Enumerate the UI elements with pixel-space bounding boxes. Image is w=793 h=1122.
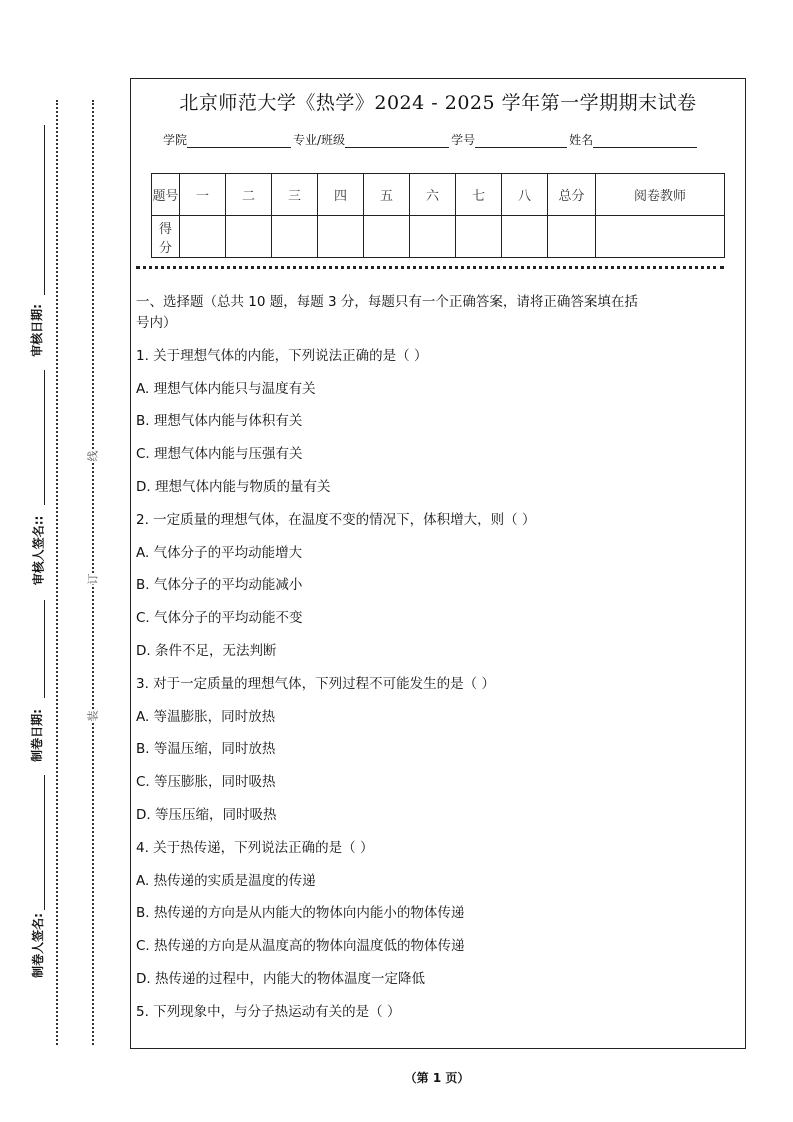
option: A. 气体分子的平均动能增大 xyxy=(136,544,303,561)
score-cell[interactable] xyxy=(180,216,226,258)
row-label-score: 得分 xyxy=(152,216,180,258)
header-cell-total: 总分 xyxy=(548,174,596,216)
major-label: 专业/班级 xyxy=(293,133,346,147)
option: D. 热传递的过程中，内能大的物体温度一定降低 xyxy=(136,970,425,987)
option: D. 理想气体内能与物质的量有关 xyxy=(136,478,331,495)
section-heading: 一、选择题（总共 10 题，每题 3 分，每题只有一个正确答案，请将正确答案填在括 xyxy=(136,294,638,310)
option: B. 理想气体内能与体积有关 xyxy=(136,413,303,430)
college-field[interactable] xyxy=(187,133,291,148)
header-cell: 三 xyxy=(272,174,318,216)
option: C. 气体分子的平均动能不变 xyxy=(136,610,303,627)
score-cell[interactable] xyxy=(272,216,318,258)
score-cell[interactable] xyxy=(226,216,272,258)
option: D. 等压压缩，同时吸热 xyxy=(136,806,277,823)
reviewer-sign-label: 审核人签名:: xyxy=(31,515,46,586)
id-label: 学号 xyxy=(451,133,476,147)
option: C. 理想气体内能与压强有关 xyxy=(136,446,303,463)
header-cell: 七 xyxy=(456,174,502,216)
name-field[interactable] xyxy=(593,133,697,148)
score-cell[interactable] xyxy=(596,216,725,258)
review-date-label: 审核日期: xyxy=(29,304,44,357)
row-label-question-no: 题号 xyxy=(152,174,180,216)
option: B. 等温压缩，同时放热 xyxy=(136,741,276,758)
questions xyxy=(136,292,736,1035)
binding-dotted-line-outer xyxy=(56,100,58,1045)
make-date-label: 制卷日期: xyxy=(29,709,44,762)
header-cell: 五 xyxy=(364,174,410,216)
option: D. 条件不足，无法判断 xyxy=(136,642,277,659)
question-stem: 4. 关于热传递，下列说法正确的是（ ） xyxy=(136,839,374,856)
binding-dotted-line-inner xyxy=(92,100,94,1045)
option: A. 等温膨胀，同时放热 xyxy=(136,708,276,725)
header-cell-grader: 阅卷教师 xyxy=(596,174,725,216)
binding-mark-zhuang: 装 xyxy=(86,710,100,722)
score-table xyxy=(151,173,725,258)
option: B. 热传递的方向是从内能大的物体向内能小的物体传递 xyxy=(136,905,465,922)
option: B. 气体分子的平均动能减小 xyxy=(136,577,303,594)
page-number: （第 1 页） xyxy=(404,1071,470,1085)
header-cell: 六 xyxy=(410,174,456,216)
option: C. 等压膨胀，同时吸热 xyxy=(136,774,276,791)
exam-title: 北京师范大学《热学》2024 - 2025 学年第一学期期末试卷 xyxy=(179,92,697,114)
score-cell[interactable] xyxy=(456,216,502,258)
signature-line xyxy=(44,125,45,295)
score-cell[interactable] xyxy=(318,216,364,258)
question-stem: 1. 关于理想气体的内能，下列说法正确的是（ ） xyxy=(136,347,428,364)
major-field[interactable] xyxy=(345,133,449,148)
signature-line xyxy=(44,370,45,505)
maker-sign-label: 制卷人签名: xyxy=(30,913,45,978)
student-info xyxy=(163,131,699,148)
header-cell: 八 xyxy=(502,174,548,216)
score-cell[interactable] xyxy=(548,216,596,258)
option: A. 理想气体内能只与温度有关 xyxy=(136,380,316,397)
binding-mark-xian: 线 xyxy=(86,450,100,462)
student-id-field[interactable] xyxy=(475,133,567,148)
header-cell: 四 xyxy=(318,174,364,216)
question-stem: 2. 一定质量的理想气体，在温度不变的情况下，体积增大，则（ ） xyxy=(136,511,536,528)
score-cell[interactable] xyxy=(364,216,410,258)
header-cell: 一 xyxy=(180,174,226,216)
dotted-separator xyxy=(136,266,724,269)
option: A. 热传递的实质是温度的传递 xyxy=(136,872,316,889)
header-cell: 二 xyxy=(226,174,272,216)
option: C. 热传递的方向是从温度高的物体向温度低的物体传递 xyxy=(136,938,465,955)
section-heading-cont: 号内） xyxy=(136,315,177,331)
signature-line xyxy=(44,775,45,910)
college-label: 学院 xyxy=(163,133,188,147)
score-cell[interactable] xyxy=(410,216,456,258)
question-stem: 3. 对于一定质量的理想气体，下列过程不可能发生的是（ ） xyxy=(136,675,495,692)
binding-mark-ding: 订 xyxy=(86,573,100,585)
score-cell[interactable] xyxy=(502,216,548,258)
name-label: 姓名 xyxy=(569,133,594,147)
signature-line xyxy=(44,600,45,698)
question-stem: 5. 下列现象中，与分子热运动有关的是（ ） xyxy=(136,1003,401,1020)
